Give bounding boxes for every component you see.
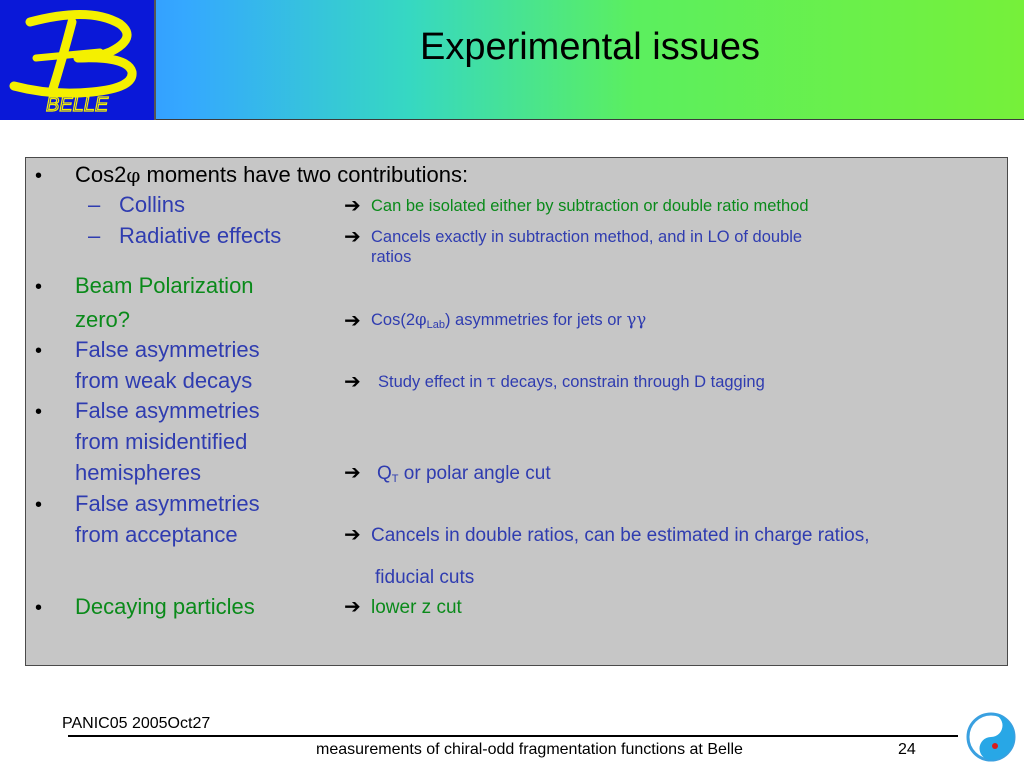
item-beam-polarization-a: Beam Polarization: [75, 273, 254, 298]
arrow-icon: ➔: [344, 371, 361, 393]
bullet-4: •: [35, 401, 43, 423]
bullet-2: •: [35, 276, 43, 298]
item-weak-decays-b: from weak decays: [75, 368, 253, 393]
sub-dash-1: –: [88, 192, 101, 217]
note-collins: Can be isolated either by subtraction or double ratio method: [371, 197, 809, 215]
note-decaying: lower z cut: [371, 597, 462, 618]
footer-divider: [68, 735, 958, 737]
arrow-icon: ➔: [344, 310, 361, 332]
item-misid-b: from misidentified: [75, 429, 248, 454]
item-misid-a: False asymmetries: [75, 398, 260, 423]
tomoe-icon: [965, 710, 1017, 764]
arrow-icon: ➔: [344, 195, 361, 217]
note-polarization: $Cos(2\varphi_{Lab})$ asymmetries for jets or γγ: [371, 310, 647, 331]
note-acceptance-a: Cancels in double ratios, can be estimated in charge ratios,: [371, 525, 870, 546]
sub-radiative: Radiative effects: [119, 223, 282, 248]
note-acceptance-b: fiducial cuts: [375, 567, 475, 588]
belle-b-icon: [0, 0, 156, 120]
footer-talk-title: measurements of chiral-odd fragmentation functions at Belle: [316, 741, 743, 758]
note-radiative-b: ratios: [371, 248, 412, 266]
item-misid-c: hemispheres: [75, 460, 201, 485]
lab-logo: [965, 710, 1017, 764]
bullet-5: •: [35, 494, 43, 516]
item-cos2phi: Cos2φ moments have two contributions:: [75, 162, 469, 187]
item-decaying-particles: Decaying particles: [75, 594, 255, 619]
slide-title: Experimental issues: [419, 26, 761, 68]
arrow-icon: ➔: [344, 596, 361, 618]
arrow-icon: ➔: [344, 524, 361, 546]
bullet-1: •: [35, 165, 43, 187]
footer-conference: PANIC05 2005Oct27: [62, 715, 211, 732]
sub-dash-2: –: [88, 223, 101, 248]
item-weak-decays-a: False asymmetries: [75, 337, 260, 362]
note-qt-cut: $Q_T$ or polar angle cut: [377, 463, 551, 485]
arrow-icon: ➔: [344, 226, 361, 248]
logo-text: BELLE: [46, 94, 109, 116]
arrow-icon: ➔: [344, 462, 361, 484]
title-bar: [0, 0, 1024, 120]
item-acceptance-b: from acceptance: [75, 522, 238, 547]
note-weak-decays: Study effect in τ decays, constrain through D tagging: [378, 372, 765, 391]
page-number: 24: [898, 741, 916, 758]
bullet-6: •: [35, 597, 43, 619]
belle-logo: [0, 0, 156, 120]
item-acceptance-a: False asymmetries: [75, 491, 260, 516]
sub-collins: Collins: [119, 192, 186, 217]
item-beam-polarization-b: zero?: [75, 307, 131, 332]
bullet-3: •: [35, 340, 43, 362]
note-radiative-a: Cancels exactly in subtraction method, and in LO of double: [371, 228, 803, 246]
